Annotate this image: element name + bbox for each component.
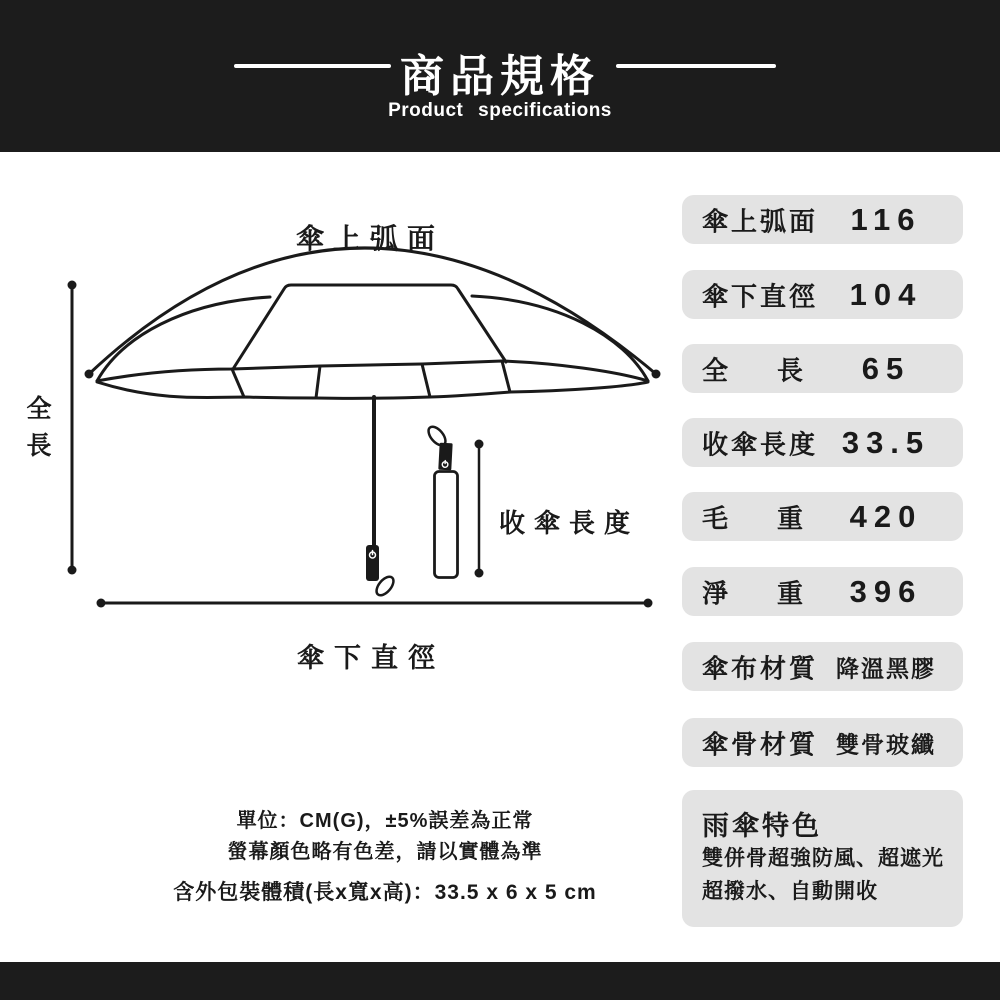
footer-band bbox=[0, 962, 1000, 1000]
power-button-icon bbox=[370, 552, 376, 558]
dimension-line-under-diameter bbox=[97, 599, 653, 608]
page-title: 商品規格 bbox=[400, 52, 600, 101]
spec-value: 65 bbox=[861, 350, 911, 386]
spec-row-rib-material bbox=[682, 718, 963, 767]
spec-row-arc-width bbox=[682, 195, 963, 244]
header-band bbox=[0, 0, 1000, 152]
feature-box bbox=[682, 790, 963, 927]
feature-line-1: 雙併骨超強防風、超遮光 bbox=[702, 847, 944, 870]
canopy-rib-right bbox=[472, 296, 648, 381]
spec-label: 傘骨材質 bbox=[702, 729, 819, 759]
spec-label: 毛重 bbox=[702, 503, 853, 533]
spec-label: 收傘長度 bbox=[702, 429, 819, 459]
folded-strap bbox=[438, 443, 452, 471]
arc-end-dot-right bbox=[652, 370, 661, 379]
label-top-arc: 傘上弧面 bbox=[296, 223, 445, 254]
page-subtitle: Product specifications bbox=[388, 100, 612, 121]
open-umbrella bbox=[85, 248, 661, 598]
spec-row-net-weight bbox=[682, 567, 963, 616]
folded-strap-loop bbox=[425, 424, 448, 449]
spec-value: 396 bbox=[849, 573, 923, 609]
spec-label: 傘布材質 bbox=[702, 653, 819, 683]
folded-body bbox=[435, 472, 458, 578]
canopy-divider-1 bbox=[232, 369, 244, 397]
canopy-divider-3 bbox=[422, 364, 430, 397]
canopy-outer-arc bbox=[89, 248, 656, 374]
canopy-divider-4 bbox=[502, 361, 510, 392]
spec-value: 33.5 bbox=[841, 424, 931, 460]
label-folded-length: 收傘長度 bbox=[499, 508, 640, 538]
canopy-center-panel bbox=[233, 285, 506, 369]
label-full-length: 全長 bbox=[26, 395, 52, 460]
spec-row-under-diameter bbox=[682, 270, 963, 319]
spec-label: 傘上弧面 bbox=[702, 206, 819, 236]
unit-notes bbox=[150, 806, 620, 868]
canopy-scallop-edge bbox=[97, 382, 648, 398]
spec-value: 雙骨玻纖 bbox=[836, 731, 936, 757]
note-line-2: 螢幕顏色略有色差，請以實體為準 bbox=[227, 841, 543, 863]
canopy-divider-2 bbox=[316, 366, 320, 398]
spec-label: 淨重 bbox=[702, 578, 853, 608]
folded-power-icon bbox=[442, 462, 448, 468]
package-size-note: 含外包裝體積(長x寬x高)：33.5 x 6 x 5 cm bbox=[173, 881, 597, 904]
spec-row-fabric-material bbox=[682, 642, 963, 691]
note-line-1: 單位：CM(G)，±5%誤差為正常 bbox=[236, 810, 534, 832]
dimension-line-folded-length bbox=[475, 440, 484, 578]
feature-title: 雨傘特色 bbox=[702, 811, 822, 841]
spec-value: 116 bbox=[850, 201, 922, 237]
feature-line-2: 超撥水、自動開收 bbox=[702, 880, 878, 903]
spec-row-folded-length bbox=[682, 418, 963, 467]
spec-row-gross-weight bbox=[682, 492, 963, 541]
dimension-line-full-length bbox=[68, 281, 77, 575]
folded-umbrella bbox=[425, 424, 457, 578]
spec-label: 傘下直徑 bbox=[702, 281, 819, 311]
spec-value: 104 bbox=[849, 276, 923, 312]
canopy-bottom-edge bbox=[97, 361, 648, 381]
label-under-diameter: 傘下直徑 bbox=[297, 643, 445, 673]
spec-row-full-length bbox=[682, 344, 963, 393]
spec-value: 降溫黑膠 bbox=[836, 655, 936, 681]
arc-end-dot-left bbox=[85, 370, 94, 379]
spec-value: 420 bbox=[849, 498, 923, 534]
handle-strap-loop bbox=[373, 574, 396, 599]
canopy-rib-left bbox=[97, 297, 270, 381]
spec-label: 全長 bbox=[702, 355, 853, 385]
umbrella-handle bbox=[366, 545, 397, 598]
